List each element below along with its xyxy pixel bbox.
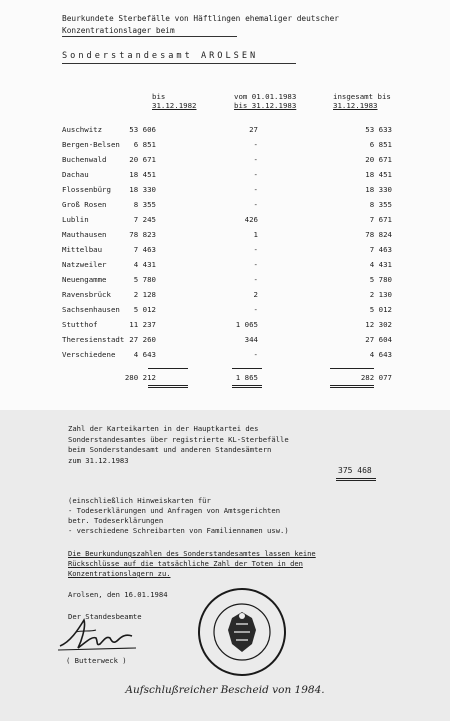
- value-total: 53 633: [365, 125, 392, 134]
- total-rule: [330, 368, 374, 369]
- value-until-1982: 5 780: [133, 275, 156, 284]
- value-1983: 2: [253, 290, 258, 299]
- table-row: [0, 350, 450, 364]
- total-rule: [232, 368, 262, 369]
- inclusion-line: - Todeserklärungen und Anfragen von Amtsgerichten: [68, 506, 281, 515]
- value-total: 5 780: [369, 275, 392, 284]
- column-header-line: insgesamt bis: [333, 92, 391, 101]
- total-double-rule: [330, 385, 374, 386]
- office-name: Sonderstandesamt AROLSEN: [62, 51, 259, 61]
- summary-line: Zahl der Karteikarten in der Hauptkartei des: [68, 424, 259, 433]
- table-row: [0, 230, 450, 244]
- total-rule: [148, 368, 188, 369]
- table-row: [0, 290, 450, 304]
- value-1983: -: [253, 260, 258, 269]
- camp-name: Neuengamme: [62, 275, 107, 284]
- value-until-1982: 5 012: [133, 305, 156, 314]
- office-underline: [62, 63, 296, 64]
- camp-name: Sachsenhausen: [62, 305, 120, 314]
- summary-paragraph: [68, 424, 289, 466]
- inclusion-line: - verschiedene Schreibarten von Familiennamen usw.): [68, 526, 289, 535]
- total-double-rule: [232, 385, 262, 386]
- value-1983: 426: [244, 215, 258, 224]
- value-total: 78 824: [365, 230, 392, 239]
- value-1983: -: [253, 155, 258, 164]
- card-count: 375 468: [338, 466, 372, 475]
- value-1983: 1: [253, 230, 258, 239]
- value-until-1982: 78 823: [129, 230, 156, 239]
- value-until-1982: 27 260: [129, 335, 156, 344]
- value-until-1982: 18 451: [129, 170, 156, 179]
- disclaimer-line: Die Beurkundungszahlen des Sonderstandesamtes lassen keine: [68, 549, 316, 558]
- value-1983: -: [253, 185, 258, 194]
- table-row: [0, 185, 450, 199]
- document-title-line1: Beurkundete Sterbefälle von Häftlingen ehemaliger deutscher: [62, 14, 339, 23]
- summary-line: Sonderstandesamtes über registrierte KL-Sterbefälle: [68, 434, 289, 444]
- value-until-1982: 8 355: [133, 200, 156, 209]
- total-double-rule: [330, 387, 374, 388]
- column-header-line: bis: [152, 92, 166, 101]
- value-1983: -: [253, 200, 258, 209]
- value-1983: -: [253, 305, 258, 314]
- value-total: 4 431: [369, 260, 392, 269]
- value-until-1982: 4 643: [133, 350, 156, 359]
- camp-name: Flossenbürg: [62, 185, 111, 194]
- table-row: [0, 305, 450, 319]
- table-row: [0, 260, 450, 274]
- value-1983: -: [253, 245, 258, 254]
- value-1983: -: [253, 350, 258, 359]
- total-1983: 1 865: [235, 373, 258, 382]
- camp-name: Bergen-Belsen: [62, 140, 120, 149]
- place-and-date: Arolsen, den 16.01.1984: [68, 590, 168, 599]
- column-header-total: [333, 92, 391, 110]
- camp-name: Theresienstadt: [62, 335, 125, 344]
- column-header-line: 31.12.1982: [152, 101, 197, 110]
- camp-name: Verschiedene: [62, 350, 116, 359]
- value-until-1982: 7 245: [133, 215, 156, 224]
- value-total: 20 671: [365, 155, 392, 164]
- table-row: [0, 320, 450, 334]
- value-total: 12 302: [365, 320, 392, 329]
- column-header-1983: [234, 92, 296, 110]
- column-header-line: 31.12.1983: [333, 101, 378, 110]
- disclaimer-line: Rückschlüsse auf die tatsächliche Zahl der Toten in den: [68, 559, 303, 568]
- value-total: 27 604: [365, 335, 392, 344]
- inclusion-note: [68, 496, 289, 536]
- total-double-rule: [148, 387, 188, 388]
- table-row: [0, 200, 450, 214]
- column-header-line: bis 31.12.1983: [234, 101, 297, 110]
- card-count-rule: [336, 478, 376, 479]
- value-until-1982: 53 606: [129, 125, 156, 134]
- value-until-1982: 7 463: [133, 245, 156, 254]
- table-row: [0, 155, 450, 169]
- camp-name: Mauthausen: [62, 230, 107, 239]
- inclusion-line: (einschließlich Hinweiskarten für: [68, 496, 211, 505]
- totals-row: [0, 373, 450, 387]
- value-total: 5 012: [369, 305, 392, 314]
- camp-name: Lublin: [62, 215, 89, 224]
- camp-name: Mittelbau: [62, 245, 103, 254]
- column-header-line: vom 01.01.1983: [234, 92, 297, 101]
- table-row: [0, 140, 450, 154]
- signatory-name: ( Butterweck ): [66, 656, 127, 665]
- camp-name: Groß Rosen: [62, 200, 107, 209]
- table-row: [0, 275, 450, 289]
- summary-line: beim Sonderstandesamt und anderen Standesämtern: [68, 445, 272, 454]
- camp-name: Stutthof: [62, 320, 98, 329]
- value-until-1982: 2 128: [133, 290, 156, 299]
- value-until-1982: 4 431: [133, 260, 156, 269]
- value-total: 18 330: [365, 185, 392, 194]
- inclusion-line: betr. Todeserklärungen: [68, 516, 164, 525]
- column-header-until-1982: [152, 92, 197, 110]
- camp-name: Buchenwald: [62, 155, 107, 164]
- value-1983: 344: [244, 335, 258, 344]
- value-total: 7 463: [369, 245, 392, 254]
- value-until-1982: 20 671: [129, 155, 156, 164]
- table-row: [0, 215, 450, 229]
- value-until-1982: 18 330: [129, 185, 156, 194]
- table-row: [0, 245, 450, 259]
- title-underline: [62, 36, 237, 37]
- official-seal-icon: [196, 586, 288, 678]
- total-until-1982: 280 212: [124, 373, 156, 382]
- total-overall: 282 077: [360, 373, 392, 382]
- table-row: [0, 125, 450, 139]
- value-total: 18 451: [365, 170, 392, 179]
- document-title-line2: Konzentrationslager beim: [62, 26, 175, 35]
- value-until-1982: 11 237: [129, 320, 156, 329]
- total-double-rule: [232, 387, 262, 388]
- signatory-title: Der Standesbeamte: [68, 612, 142, 621]
- table-row: [0, 335, 450, 349]
- camp-name: Auschwitz: [62, 125, 103, 134]
- camp-name: Natzweiler: [62, 260, 107, 269]
- handwritten-signature: [56, 612, 140, 656]
- summary-line: zum 31.12.1983: [68, 455, 129, 465]
- value-total: 4 643: [369, 350, 392, 359]
- value-total: 6 851: [369, 140, 392, 149]
- value-total: 7 671: [369, 215, 392, 224]
- camp-name: Ravensbrück: [62, 290, 111, 299]
- disclaimer-line: Konzentrationslagern zu.: [68, 569, 171, 578]
- value-1983: -: [253, 170, 258, 179]
- photo-caption: Aufschlußreicher Bescheid von 1984.: [125, 684, 325, 696]
- value-total: 8 355: [369, 200, 392, 209]
- value-until-1982: 6 851: [133, 140, 156, 149]
- table-row: [0, 170, 450, 184]
- camp-name: Dachau: [62, 170, 89, 179]
- value-1983: 27: [249, 125, 258, 134]
- card-count-rule: [336, 480, 376, 481]
- disclaimer-note: [68, 549, 316, 579]
- value-1983: -: [253, 275, 258, 284]
- value-total: 2 130: [369, 290, 392, 299]
- value-1983: 1 065: [235, 320, 258, 329]
- value-1983: -: [253, 140, 258, 149]
- total-double-rule: [148, 385, 188, 386]
